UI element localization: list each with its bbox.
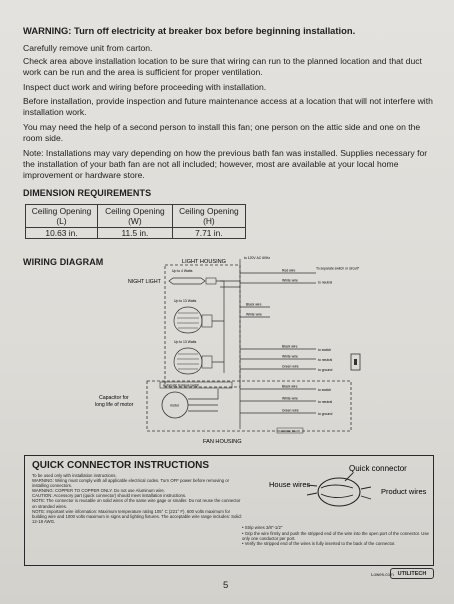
night-light-socket <box>206 278 216 284</box>
wire-destination: to switch <box>318 388 332 392</box>
light-internal-wiring <box>212 281 224 373</box>
wire-label: Green wire <box>282 364 299 369</box>
qc-step: • Grip the wire firmly and push the stripped end of the wire into the open port of the connector. Use only one conductor per port. <box>242 530 429 541</box>
qc-warning-line: To be used only with installation instructions. <box>32 473 117 478</box>
wire-label-group <box>246 267 360 417</box>
light-housing-label: LIGHT HOUSING <box>182 259 227 265</box>
brand-url: Lowes.com <box>371 572 394 577</box>
dimension-table <box>25 204 246 239</box>
qc-step: • Strip wires 3/8"-1/2" <box>242 525 283 530</box>
wire-destination: To separate switch or circuit* <box>316 266 360 271</box>
paragraph-access: Before installation, provide inspection and future maintenance access at a location that will not interfere with installation work. <box>23 96 433 117</box>
paragraph-remove-unit: Carefully remove unit from carton. <box>23 43 153 53</box>
night-light-leads <box>220 281 240 287</box>
table-header-cell: Ceiling Opening (H) <box>172 205 245 228</box>
bulb-2-wattage: Up to 13 Watts <box>174 340 197 344</box>
dimension-heading: DIMENSION REQUIREMENTS <box>23 188 152 198</box>
product-wires-label <box>381 487 427 496</box>
quick-connector-steps <box>242 525 429 547</box>
wire-label: Black wire <box>282 344 298 349</box>
qc-warning-line: WARNING: COPPER TO COPPER ONLY. Do not use Aluminum wire. <box>32 488 166 494</box>
table-cell: 7.71 in. <box>172 228 245 239</box>
quick-connector-heading: QUICK CONNECTOR INSTRUCTIONS <box>32 460 210 471</box>
paragraph-second-person: You may need the help of a second person to install this fan; one person on the attic side and one on the room side. <box>23 122 421 143</box>
qc-step: • Verify the stripped end of the wires is fully inserted to the back of the connector. <box>242 541 396 547</box>
motor-label: motor <box>170 403 180 408</box>
wire-destination: to neutral <box>318 400 333 404</box>
wire-destination: to neutral <box>318 280 333 285</box>
cfl-bulb-1-icon <box>174 307 212 333</box>
table-header-row <box>26 205 246 228</box>
table-header-cell: Ceiling Opening (L) <box>26 205 98 228</box>
terminal-switch-label: Automatic terminal switch <box>163 383 200 388</box>
paragraph-inspect: Inspect duct work and wiring before proceeding with installation. <box>23 82 267 92</box>
page-number: 5 <box>223 580 229 591</box>
quick-connector-label: Quick connector <box>349 464 407 473</box>
qc-warning-line: WARNING: Wiring must comply with all applicable electrical codes. Turn OFF power before removing or installing connectors. <box>32 478 230 489</box>
capacitor-label <box>95 395 134 408</box>
fan-housing-label: FAN HOUSING <box>203 439 242 445</box>
wire-label: Green wire <box>282 408 299 413</box>
quick-connector-illustration <box>257 460 429 522</box>
night-light-bulb <box>169 278 205 284</box>
table-header-cell: Ceiling Opening (W) <box>97 205 172 228</box>
wire-label: White wire <box>282 278 298 283</box>
warning-text: Turn off electricity at breaker box before beginning installation. <box>74 25 356 36</box>
qc-warning-line: NOTE: Important wire information: Maximum temperature rating 105° C (221° F). 600 volts maximum for building wire and 1000 volts maximum in signs and lighting fixtures. The acceptable wire range includes: Solid: 12-18 AWG. <box>32 508 242 524</box>
quick-connector-warnings <box>32 473 242 524</box>
house-wires-label <box>269 480 311 489</box>
wire-label: White wire <box>282 354 298 359</box>
capacitor-label-line: long life of motor <box>95 402 134 408</box>
wire-label: Black wire <box>246 302 262 307</box>
quick-connector-box <box>24 455 434 566</box>
paragraph-note: Note: Installations may vary depending on how the previous bath fan was installed. Supplies necessary for the installation of your bath fan are not all included; however, most are available at your local home improvement or hardware store. <box>23 148 428 180</box>
night-light-label: NIGHT LIGHT <box>128 279 161 285</box>
supply-label: to 120V AC 60Hz <box>244 256 271 260</box>
wire-destination: to ground <box>318 412 333 416</box>
qc-warning-line: CAUTION: Accessory part (quick connector) should meet installation instructions. <box>32 493 187 499</box>
brand-logo: UTILITECH <box>390 568 434 579</box>
capacitor-label-line: Capacitor for <box>99 395 129 401</box>
warning-label: WARNING: <box>23 25 72 36</box>
wiring-diagram <box>20 255 380 447</box>
wire-destination: to neutral <box>318 358 333 362</box>
wire-label: White wire <box>246 312 262 317</box>
table-cell: 11.5 in. <box>97 228 172 239</box>
cfl-bulb-2-icon <box>174 348 212 374</box>
switch-toggle-icon <box>354 359 357 365</box>
qc-warning-line: NOTE: The connector is reusable on solid wires of the same wire gage or smaller. Do not reuse the connector on stranded wires. <box>32 498 241 509</box>
wire-label: Black wire <box>282 384 298 389</box>
wire-label: White wire <box>282 396 298 401</box>
motor-leads <box>188 389 218 411</box>
wire-destination: to switch <box>318 348 332 352</box>
bulb-1-wattage: Up to 13 Watts <box>174 299 197 303</box>
wiring-heading: WIRING DIAGRAM <box>23 257 104 267</box>
junction-box-label: Junction box <box>280 429 297 433</box>
table-row <box>26 228 246 239</box>
wire-label: Red wire <box>282 268 296 273</box>
product-wires-text: Product wires <box>381 487 427 496</box>
wire-destination: to ground <box>318 368 333 372</box>
house-wires-text: House wires <box>269 480 311 489</box>
warning-line <box>23 25 439 36</box>
table-cell: 10.63 in. <box>26 228 98 239</box>
night-light-wattage: Up to 4 Watts <box>172 269 193 273</box>
paragraph-check-area: Check area above installation location to be sure that wiring can run to the planned location and that duct work can be run and the area is sufficient for proper ventilation. <box>23 56 422 77</box>
output-wires <box>240 273 316 413</box>
connector-icon <box>307 473 371 506</box>
